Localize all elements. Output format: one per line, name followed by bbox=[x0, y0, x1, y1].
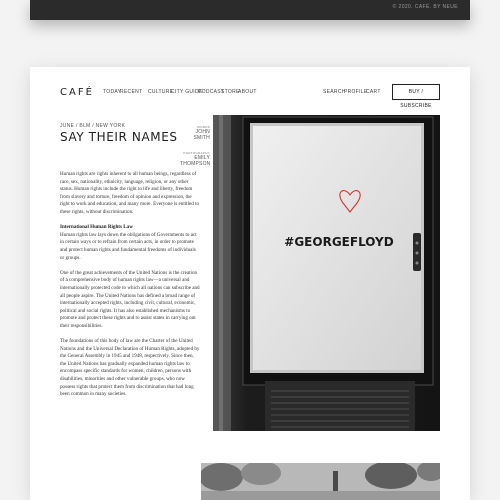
nav-link-culture[interactable]: CULTURE bbox=[148, 89, 174, 95]
previous-section-footer bbox=[30, 0, 470, 20]
nav-link-today[interactable]: TODAY bbox=[103, 89, 122, 95]
photographer-role: PHOTOGRAPHY bbox=[183, 151, 210, 155]
author-name-last: SMITH bbox=[193, 135, 210, 141]
breadcrumb: JUNE / BLM / NEW YORK bbox=[60, 123, 126, 129]
nav-link-about[interactable]: ABOUT bbox=[238, 89, 257, 95]
nav-link-store[interactable]: STORE bbox=[221, 89, 240, 95]
top-navigation bbox=[30, 67, 470, 115]
george-floyd-poster-photo bbox=[213, 115, 440, 431]
article-paragraph: One of the great achievements of the United Nations is the creation of a comprehensive body of human rights law—a universal and internationally protected code to which all nations can subscribe and all people aspire. The United Nations has defined a broad range of internationally accepted rights, including civil, cultural, economic, political and social rights. It has also established mechanisms to promote and protect these rights and to assist states in carrying out their responsibilities. bbox=[60, 269, 200, 329]
second-article-photo bbox=[201, 463, 440, 500]
photographer-name-last: THOMPSON bbox=[180, 161, 211, 167]
author-name-first: JOHN bbox=[195, 129, 210, 135]
nav-link-cart[interactable]: CART bbox=[366, 89, 381, 95]
nav-link-recent[interactable]: RECENT bbox=[120, 89, 143, 95]
nav-link-profile[interactable]: PROFILE bbox=[344, 89, 368, 95]
site-logo[interactable]: CAFÉ bbox=[60, 87, 94, 98]
photographer-credit bbox=[180, 151, 210, 167]
poster-hashtag: #GEORGEFLOYD bbox=[284, 235, 394, 249]
buy-subscribe-button[interactable]: BUY / SUBSCRIBE bbox=[392, 84, 440, 100]
article-body bbox=[60, 171, 200, 406]
nav-link-podcast[interactable]: PODCAST bbox=[198, 89, 225, 95]
article-paragraph: The foundations of this body of law are the Charter of the United Nations and the Universal Declaration of Human Rights, adopted by the General Assembly in 1945 and 1948, respectively. Since then, the United Nations has gradually expanded human rights law to encompass specific standards for women, children, persons with disabilities, minorities and other vulnerable groups, who now possess rights that protect them from discrimination that had long been common in many societies. bbox=[60, 338, 200, 398]
article-subheading: International Human Rights Law bbox=[60, 224, 133, 231]
article-page bbox=[30, 67, 470, 500]
author-credit bbox=[180, 125, 210, 141]
photographer-name-first: EMILY bbox=[194, 155, 210, 161]
nav-link-search[interactable]: SEARCH bbox=[323, 89, 346, 95]
article-paragraph: Human rights are rights inherent to all human beings, regardless of race, sex, nationality, ethnicity, language, religion, or any other status. Human rights include the right to life and liberty, freedom from slavery and torture, freedom of opinion and expression, the right to work and education, and many more. Everyone is entitled to these rights, without discrimination. bbox=[60, 171, 200, 215]
author-role: WORDS bbox=[197, 125, 210, 129]
nav-link-city-guide[interactable]: CITY GUIDE bbox=[171, 89, 203, 95]
footer-copyright: © 2020. CAFÉ. BY NEUE bbox=[392, 4, 458, 10]
article-title: SAY THEIR NAMES bbox=[60, 130, 178, 144]
article-paragraph: Human rights law lays down the obligations of Governments to act in certain ways or to refrain from certain acts, in order to promote and protect human rights and fundamental freedoms of individuals or groups. bbox=[60, 231, 197, 261]
